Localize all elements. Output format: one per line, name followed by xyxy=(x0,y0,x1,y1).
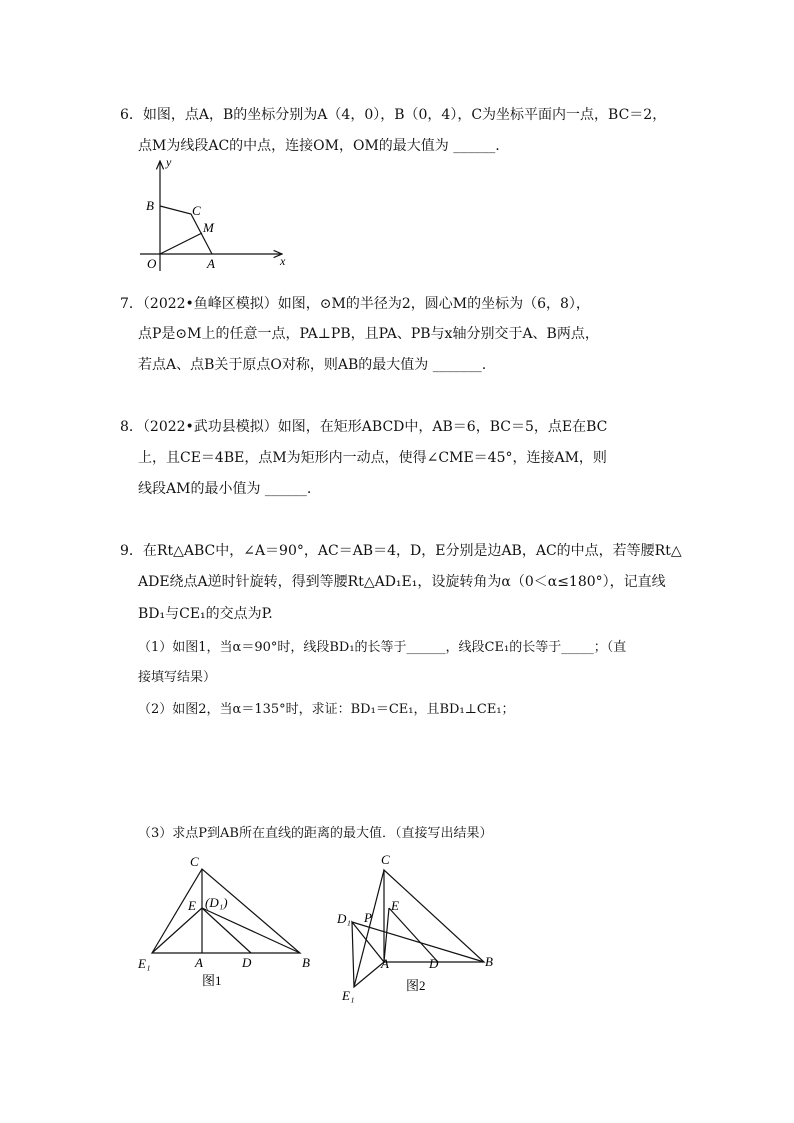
fig2-label-E: E xyxy=(391,898,399,913)
fig2-label-E1: E₁ xyxy=(342,988,355,1003)
q7-line-3: 若点A、点B关于原点O对称，则AB的最大值为 _______. xyxy=(138,357,487,373)
segment-D1-B xyxy=(352,922,484,962)
q8-line-1: 8．（2022•武功县模拟）如图，在矩形ABCD中，AB＝6，BC＝5，点E在BC xyxy=(120,419,608,435)
q9-part-3: （3）求点P到AB所在直线的距离的最大值．（直接写出结果） xyxy=(138,826,493,841)
q8-line-2: 上，且CE＝4BE，点M为矩形内一动点，使得∠CME＝45°，连接AM，则 xyxy=(138,450,607,466)
fig2-label-A: A xyxy=(381,956,389,971)
fig1-label-D1: (D₁) xyxy=(205,895,228,910)
q7-line-2: 点P是⊙M上的任意一点，PA⊥PB，且PA、PB与x轴分别交于A、B两点， xyxy=(138,326,599,342)
q6-line-1: 6．如图，点A，B的坐标分别为A（4，0），B（0，4），C为坐标平面内一点，BC＝2， xyxy=(120,107,667,123)
q6-line-2: 点M为线段AC的中点，连接OM，OM的最大值为 ______. xyxy=(138,138,500,154)
fig1-label-E1: E₁ xyxy=(138,956,151,971)
q9-part-1a: （1）如图1，当α＝90°时，线段BD₁的长等于______，线段CE₁的长等于_____；（直 xyxy=(138,640,627,655)
segment-A-E xyxy=(384,908,389,962)
label-B: B xyxy=(146,198,154,213)
figure-1 xyxy=(130,850,330,995)
q7-line-1: 7．（2022•鱼峰区模拟）如图，⊙M的半径为2，圆心M的坐标为（6，8）， xyxy=(120,296,590,312)
q9-part-1b: 接填写结果） xyxy=(138,670,217,685)
segment-E-B xyxy=(202,908,300,953)
fig1-label-B: B xyxy=(302,955,310,970)
segment-OM xyxy=(160,233,202,254)
triangle-ABC xyxy=(384,870,484,962)
fig2-label-D: D xyxy=(429,956,439,971)
figure-2 xyxy=(330,850,505,1010)
q9-line-2: ADE绕点A逆时针旋转，得到等腰Rt△AD₁E₁，设旋转角为α（0＜α≤180°），记直线 xyxy=(138,574,666,590)
fig2-label-B: B xyxy=(485,954,493,969)
segment-C-E1 xyxy=(354,870,384,987)
label-y: y xyxy=(166,155,172,169)
fig1-label-E: E xyxy=(188,898,196,913)
fig1-label-A: A xyxy=(195,955,203,970)
label-A: A xyxy=(207,256,215,271)
segment-E-D xyxy=(202,908,251,953)
fig1-label-D: D xyxy=(242,955,252,970)
q8-line-3: 线段AM的最小值为 ______. xyxy=(138,481,312,497)
q9-line-3: BD₁与CE₁的交点为P. xyxy=(138,606,273,622)
q9-part-2: （2）如图2，当α＝135°时，求证：BD₁＝CE₁，且BD₁⊥CE₁； xyxy=(138,702,515,717)
fig2-label-C: C xyxy=(381,852,390,867)
q9-line-1: 9．在Rt△ABC中，∠A＝90°，AC＝AB＝4，D，E分别是边AB，AC的中点，若等腰Rt△ xyxy=(120,543,682,559)
triangle-ABC xyxy=(152,869,300,953)
fig2-label-P: P xyxy=(364,910,372,925)
label-O: O xyxy=(147,256,157,271)
fig2-label-D1: D₁ xyxy=(337,911,351,926)
label-M: M xyxy=(203,220,214,235)
fig1-label-C: C xyxy=(190,854,199,869)
label-C: C xyxy=(192,203,201,218)
label-x: x xyxy=(280,254,286,268)
fig1-caption: 图1 xyxy=(202,973,222,988)
figure-q6 xyxy=(134,155,299,275)
segment-E1-E xyxy=(152,908,202,953)
fig2-caption: 图2 xyxy=(406,978,426,993)
